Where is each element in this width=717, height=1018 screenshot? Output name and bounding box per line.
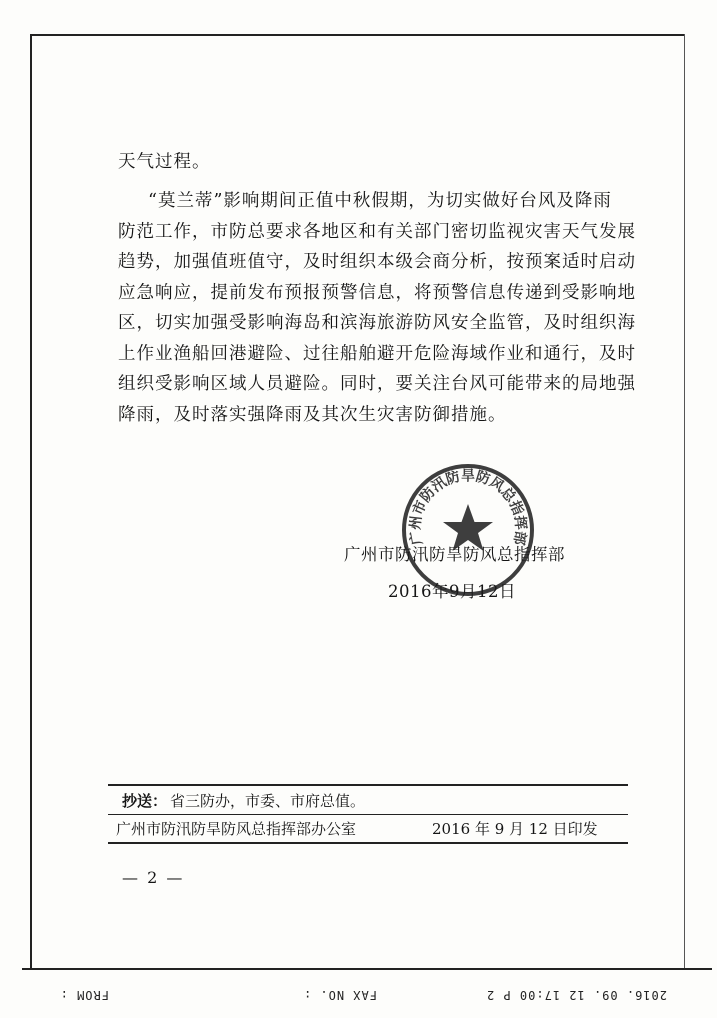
signature-organization: 广州市防汛防旱防风总指挥部 [344,545,565,564]
fax-frame-right [684,34,685,969]
body-line: 天气过程。 [118,152,211,172]
body-line: 降雨，及时落实强降雨及其次生灾害防御措施。 [118,404,507,425]
fax-frame-left [30,34,32,969]
body-line: 应急响应，提前发布预报预警信息，将预警信息传递到受影响地 [118,282,636,303]
body-line: 防范工作，市防总要求各地区和有关部门密切监视灾害天气发展 [118,221,636,242]
body-line: 趋势，加强值班值守，及时组织本级会商分析，按预案适时启动 [118,252,636,272]
body-paragraph-continued [118,147,604,178]
page-number: — 2 — [122,868,185,887]
signature-date: 2016年9月12日 [388,582,516,601]
footer-rule-bottom [108,842,628,844]
cc-label: 抄送： [122,792,168,810]
official-seal [398,460,538,600]
fax-frame-bottom [22,968,712,970]
fax-timestamp: 2016. 09. 12 17:00 P 2 [486,988,667,1002]
body-line: 上作业渔船回港避险、过往船舶避开危险海域作业和通行，及时 [118,343,636,364]
body-paragraph-main [118,186,636,430]
seal-text: 广州市防汛防旱防风总指挥部 [407,468,529,547]
body-line: 组织受影响区域人员避险。同时，要关注台风可能带来的局地强 [118,374,636,394]
fax-number-label: FAX NO. : [302,988,377,1002]
body-line: “莫兰蒂”影响期间正值中秋假期，为切实做好台风及降雨 [148,191,612,211]
issuer-office: 广州市防汛防旱防风总指挥部办公室 [116,820,357,838]
body-line: 区，切实加强受影响海岛和滨海旅游防风安全监管，及时组织海 [118,313,636,333]
issue-date: 2016 年 9 月 12 日印发 [432,820,598,838]
footer-rule-middle [108,814,628,815]
fax-frame-top [30,34,685,36]
cc-recipients: 省三防办，市委、市府总值。 [170,792,366,810]
fax-transmission-header [0,976,717,1012]
footer-rule-top [108,784,628,786]
fax-from-label: FROM : [59,988,109,1002]
